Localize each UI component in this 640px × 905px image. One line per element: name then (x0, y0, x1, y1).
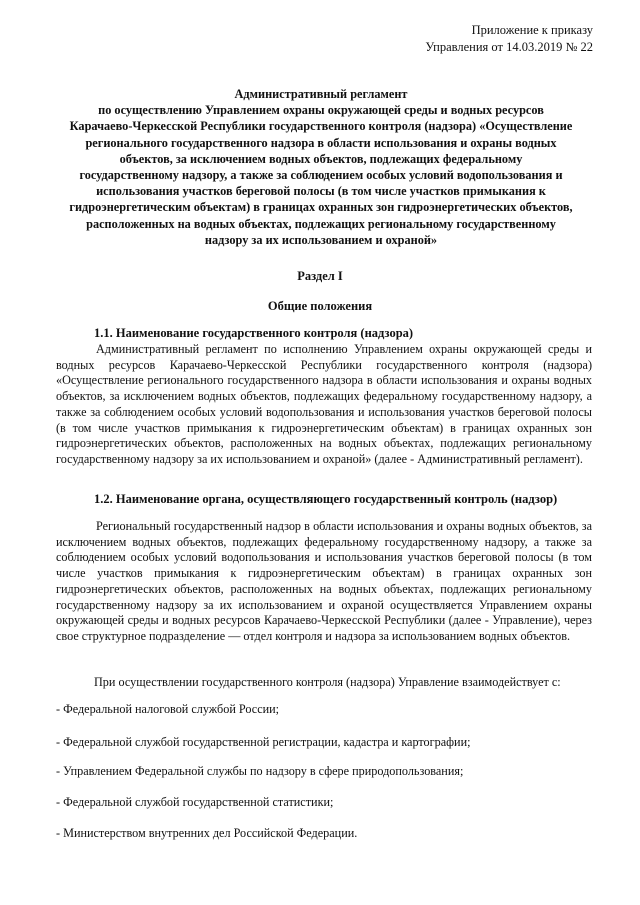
paragraph-text: Административный регламент по исполнению Управлением охраны окружающей среды и водных ресурсов Карачаево-Черкесской Республики государственного контроля (надзора) «Осуществление регионального государственного надзора в области использования и охраны водных объектов, за исключением водных объектов, подлежащих федеральному государственному надзору, а также за соблюдением особых условий водопользования и использования участков береговой полосы (в том числе участков примыкания к гидроэнергетическим объектам) в границах охранных зон гидроэнергетических объектов, расположенных на водных объектах, подлежащих региональному государственному надзору за их использованием и охраной» (далее - Административный регламент). (56, 342, 592, 466)
title-line: по осуществлению Управлением охраны окружающей среды и водных ресурсов (98, 103, 544, 118)
title-line: государственному надзору, а также за соблюдением особых условий водопользования и (79, 168, 563, 183)
list-item: - Федеральной налоговой службой России; (56, 702, 280, 716)
section-name: Общие положения (267, 299, 373, 313)
interaction-intro: При осуществлении государственного контроля (надзора) Управление взаимодействует с: (94, 675, 561, 689)
title-line: гидроэнергетическим объектам) в границах охранных зон гидроэнергетических объектов, (69, 200, 573, 215)
subsection-heading: 1.1. Наименование государственного контроля (надзора) (94, 326, 414, 340)
title-line: расположенных на водных объектах, подлежащих региональному государственному (86, 216, 556, 231)
title-line: объектов, за исключением водных объектов, подлежащих федеральному (119, 151, 523, 166)
title-line: Административный регламент (234, 87, 408, 101)
list-item: - Федеральной службой государственной регистрации, кадастра и картографии; (56, 735, 471, 749)
section-number: Раздел I (297, 269, 343, 283)
appendix-note (425, 22, 593, 56)
subsection-heading: 1.2. Наименование органа, осуществляющего государственный контроль (надзор) (94, 492, 558, 506)
list-item: - Министерством внутренних дел Российской Федерации. (56, 826, 358, 840)
paragraph (56, 519, 592, 645)
appendix-line-1: Приложение к приказу (471, 23, 593, 37)
document-title (56, 86, 586, 248)
title-line: надзору за их использованием и охраной» (204, 232, 438, 247)
appendix-line-2: Управления от 14.03.2019 № 22 (425, 40, 593, 54)
list-item: - Федеральной службой государственной статистики; (56, 795, 334, 809)
paragraph (56, 342, 592, 468)
title-line: использования участков береговой полосы (в том числе участков примыкания к (96, 184, 546, 199)
title-line: Карачаево-Черкесской Республики государственного контроля (надзора) «Осуществление (69, 119, 573, 134)
list-item: - Управлением Федеральной службы по надзору в сфере природопользования; (56, 764, 464, 778)
paragraph-text: Региональный государственный надзор в области использования и охраны водных объектов, за исключением водных объектов, подлежащих федеральному государственному надзору, а также за соблюдением особых условий водопользования и использования участков береговой полосы (в том числе участков примыкания к гидроэнергетическим объектам) в границах охранных зон гидроэнергетических объектов, расположенных на водных объектах, подлежащих региональному государственному надзору за их использованием и охраной осуществляется Управлением охраны окружающей среды и водных ресурсов Карачаево-Черкесской Республики (далее - Управление), через свое структурное подразделение — отдел контроля и надзора за использованием водных объектов. (56, 519, 592, 643)
title-line: регионального государственного надзора в области использования и охраны водных (85, 135, 557, 150)
